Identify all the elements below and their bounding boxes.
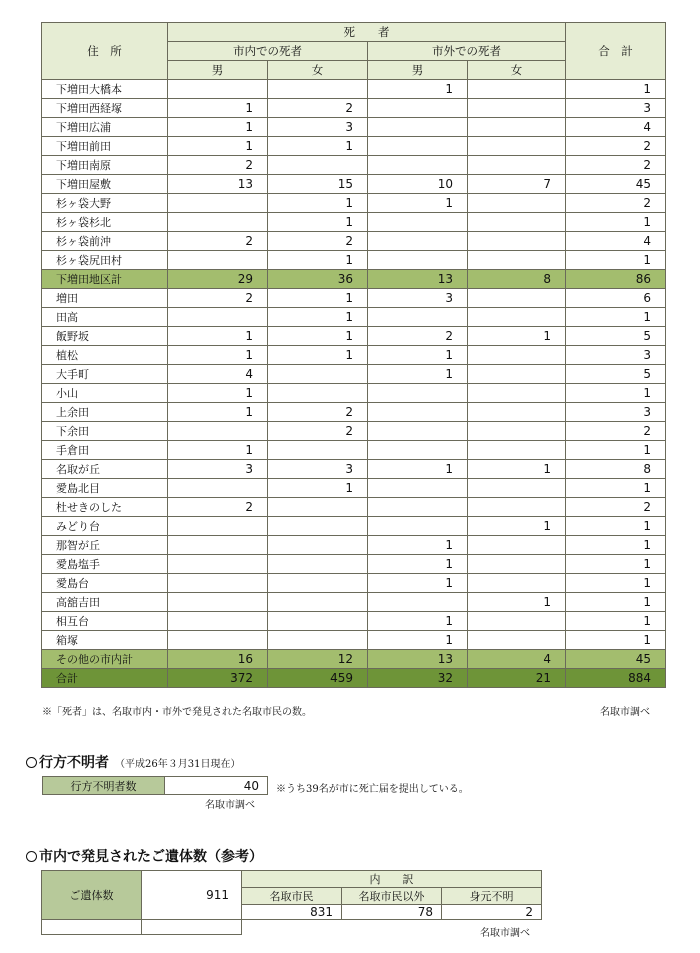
row-total: 4 bbox=[566, 232, 666, 251]
outside-male-count: 1 bbox=[368, 346, 468, 365]
circle-bullet-icon bbox=[26, 851, 37, 862]
outside-female-count: 1 bbox=[468, 517, 566, 536]
table-row bbox=[42, 631, 666, 650]
inside-male-count bbox=[168, 251, 268, 270]
inside-male-count: 3 bbox=[168, 460, 268, 479]
inside-female-count: 1 bbox=[268, 346, 368, 365]
outside-male-count bbox=[368, 479, 468, 498]
table-row bbox=[42, 498, 666, 517]
outside-male-count bbox=[368, 232, 468, 251]
row-total: 1 bbox=[566, 631, 666, 650]
outside-female-count bbox=[468, 232, 566, 251]
outside-male-count: 1 bbox=[368, 80, 468, 99]
inside-male-count: 2 bbox=[168, 156, 268, 175]
table-row bbox=[42, 118, 666, 137]
row-total: 1 bbox=[566, 479, 666, 498]
row-total: 1 bbox=[566, 574, 666, 593]
outside-female-count bbox=[468, 346, 566, 365]
table-row bbox=[42, 270, 666, 289]
row-total: 1 bbox=[566, 251, 666, 270]
col-unidentified: 身元不明 bbox=[442, 888, 542, 905]
header-inside-female: 女 bbox=[268, 61, 368, 80]
inside-male-count bbox=[168, 517, 268, 536]
inside-female-count bbox=[268, 156, 368, 175]
table-row bbox=[42, 593, 666, 612]
row-total: 45 bbox=[566, 175, 666, 194]
inside-female-count bbox=[268, 555, 368, 574]
outside-male-count: 13 bbox=[368, 650, 468, 669]
table-row bbox=[42, 460, 666, 479]
row-address: みどり台 bbox=[42, 517, 168, 536]
table-row bbox=[42, 80, 666, 99]
table-row bbox=[42, 194, 666, 213]
missing-section-title: 行方不明者 （平成26年３月31日現在） bbox=[26, 752, 240, 772]
inside-female-count: 1 bbox=[268, 213, 368, 232]
outside-male-count bbox=[368, 593, 468, 612]
inside-female-count: 2 bbox=[268, 99, 368, 118]
row-address: 愛島台 bbox=[42, 574, 168, 593]
inside-male-count bbox=[168, 612, 268, 631]
row-total: 6 bbox=[566, 289, 666, 308]
inside-female-count bbox=[268, 593, 368, 612]
row-address: 下増田地区計 bbox=[42, 270, 168, 289]
outside-male-count bbox=[368, 422, 468, 441]
table-row bbox=[42, 99, 666, 118]
inside-male-count: 372 bbox=[168, 669, 268, 688]
table-row bbox=[42, 574, 666, 593]
table-row bbox=[42, 422, 666, 441]
row-total: 884 bbox=[566, 669, 666, 688]
missing-remark: ※うち39名が市に死亡届を提出している。 bbox=[276, 784, 469, 795]
inside-female-count: 1 bbox=[268, 479, 368, 498]
row-total: 4 bbox=[566, 118, 666, 137]
row-address: 名取が丘 bbox=[42, 460, 168, 479]
inside-female-count bbox=[268, 517, 368, 536]
outside-male-count: 1 bbox=[368, 194, 468, 213]
row-total: 2 bbox=[566, 156, 666, 175]
outside-female-count bbox=[468, 479, 566, 498]
table-row bbox=[42, 555, 666, 574]
missing-table bbox=[42, 776, 268, 795]
row-address: 相互台 bbox=[42, 612, 168, 631]
outside-female-count: 7 bbox=[468, 175, 566, 194]
outside-female-count bbox=[468, 80, 566, 99]
inside-male-count: 1 bbox=[168, 118, 268, 137]
inside-female-count: 1 bbox=[268, 251, 368, 270]
table-row bbox=[42, 384, 666, 403]
missing-value: 40 bbox=[165, 777, 268, 795]
table-row bbox=[42, 536, 666, 555]
header-inside-city: 市内での死者 bbox=[168, 42, 368, 61]
outside-female-count: 8 bbox=[468, 270, 566, 289]
table-row bbox=[42, 137, 666, 156]
outside-male-count: 2 bbox=[368, 327, 468, 346]
row-address: 下余田 bbox=[42, 422, 168, 441]
table-row bbox=[42, 213, 666, 232]
inside-male-count: 2 bbox=[168, 289, 268, 308]
inside-female-count bbox=[268, 384, 368, 403]
outside-male-count: 1 bbox=[368, 460, 468, 479]
bodies-value: 911 bbox=[142, 871, 242, 920]
inside-male-count: 2 bbox=[168, 498, 268, 517]
breakdown-header: 内 訳 bbox=[242, 871, 542, 888]
header-outside-city: 市外での死者 bbox=[368, 42, 566, 61]
row-address: 杉ヶ袋杉北 bbox=[42, 213, 168, 232]
row-total: 5 bbox=[566, 365, 666, 384]
table-row bbox=[42, 441, 666, 460]
inside-female-count: 1 bbox=[268, 194, 368, 213]
outside-male-count: 1 bbox=[368, 555, 468, 574]
row-address: 上余田 bbox=[42, 403, 168, 422]
inside-male-count bbox=[168, 479, 268, 498]
outside-male-count bbox=[368, 213, 468, 232]
row-address: 手倉田 bbox=[42, 441, 168, 460]
value-unidentified: 2 bbox=[442, 905, 542, 920]
row-address: 小山 bbox=[42, 384, 168, 403]
missing-label: 行方不明者数 bbox=[43, 777, 165, 795]
inside-male-count bbox=[168, 308, 268, 327]
missing-source: 名取市調べ bbox=[205, 800, 255, 811]
outside-female-count bbox=[468, 384, 566, 403]
missing-date-note: （平成26年３月31日現在） bbox=[115, 759, 241, 770]
row-address: 大手町 bbox=[42, 365, 168, 384]
inside-male-count: 1 bbox=[168, 137, 268, 156]
row-address: 飯野坂 bbox=[42, 327, 168, 346]
inside-female-count bbox=[268, 536, 368, 555]
outside-female-count bbox=[468, 612, 566, 631]
row-address: 杉ヶ袋前沖 bbox=[42, 232, 168, 251]
row-address: 箱塚 bbox=[42, 631, 168, 650]
table-row bbox=[42, 650, 666, 669]
outside-female-count: 1 bbox=[468, 593, 566, 612]
inside-female-count: 459 bbox=[268, 669, 368, 688]
table-row bbox=[42, 479, 666, 498]
inside-female-count: 36 bbox=[268, 270, 368, 289]
row-address: その他の市内計 bbox=[42, 650, 168, 669]
inside-female-count: 15 bbox=[268, 175, 368, 194]
outside-male-count bbox=[368, 118, 468, 137]
outside-male-count bbox=[368, 156, 468, 175]
row-total: 1 bbox=[566, 517, 666, 536]
outside-male-count bbox=[368, 441, 468, 460]
row-address: 田高 bbox=[42, 308, 168, 327]
inside-female-count: 1 bbox=[268, 327, 368, 346]
death-statistics-table bbox=[41, 22, 666, 688]
outside-male-count: 1 bbox=[368, 574, 468, 593]
table-body bbox=[42, 80, 666, 688]
row-total: 8 bbox=[566, 460, 666, 479]
row-total: 1 bbox=[566, 80, 666, 99]
outside-male-count: 1 bbox=[368, 631, 468, 650]
outside-male-count: 1 bbox=[368, 612, 468, 631]
outside-female-count bbox=[468, 156, 566, 175]
inside-male-count: 1 bbox=[168, 327, 268, 346]
outside-female-count bbox=[468, 555, 566, 574]
outside-female-count: 21 bbox=[468, 669, 566, 688]
outside-female-count bbox=[468, 403, 566, 422]
row-address: 杜せきのした bbox=[42, 498, 168, 517]
inside-male-count: 29 bbox=[168, 270, 268, 289]
inside-female-count: 3 bbox=[268, 118, 368, 137]
row-address: 高舘吉田 bbox=[42, 593, 168, 612]
inside-female-count: 2 bbox=[268, 422, 368, 441]
outside-male-count: 32 bbox=[368, 669, 468, 688]
row-total: 1 bbox=[566, 441, 666, 460]
row-address: 愛島塩手 bbox=[42, 555, 168, 574]
inside-female-count: 1 bbox=[268, 308, 368, 327]
row-total: 3 bbox=[566, 346, 666, 365]
outside-female-count: 1 bbox=[468, 327, 566, 346]
inside-male-count bbox=[168, 574, 268, 593]
outside-female-count bbox=[468, 118, 566, 137]
outside-female-count bbox=[468, 365, 566, 384]
outside-female-count bbox=[468, 631, 566, 650]
outside-female-count bbox=[468, 422, 566, 441]
value-natori-citizens: 831 bbox=[242, 905, 342, 920]
row-address: 愛島北目 bbox=[42, 479, 168, 498]
table-row bbox=[42, 346, 666, 365]
outside-male-count: 10 bbox=[368, 175, 468, 194]
row-address: 下増田屋敷 bbox=[42, 175, 168, 194]
outside-female-count bbox=[468, 137, 566, 156]
inside-male-count: 4 bbox=[168, 365, 268, 384]
row-address: 合計 bbox=[42, 669, 168, 688]
bodies-label: ご遺体数 bbox=[42, 871, 142, 920]
outside-male-count bbox=[368, 517, 468, 536]
inside-female-count: 1 bbox=[268, 289, 368, 308]
bodies-table bbox=[41, 870, 542, 935]
outside-female-count bbox=[468, 536, 566, 555]
row-total: 1 bbox=[566, 308, 666, 327]
inside-male-count bbox=[168, 80, 268, 99]
row-address: 下増田西経塚 bbox=[42, 99, 168, 118]
inside-female-count: 12 bbox=[268, 650, 368, 669]
table-row bbox=[42, 669, 666, 688]
bodies-section-title: 市内で発見されたご遺体数（参考） bbox=[26, 846, 263, 866]
outside-female-count bbox=[468, 99, 566, 118]
inside-female-count bbox=[268, 631, 368, 650]
source-note: 名取市調べ bbox=[600, 707, 650, 718]
outside-female-count bbox=[468, 289, 566, 308]
table-row bbox=[42, 365, 666, 384]
header-outside-male: 男 bbox=[368, 61, 468, 80]
inside-female-count: 2 bbox=[268, 232, 368, 251]
table-row bbox=[42, 327, 666, 346]
outside-male-count: 1 bbox=[368, 536, 468, 555]
inside-male-count: 16 bbox=[168, 650, 268, 669]
inside-male-count bbox=[168, 536, 268, 555]
row-total: 5 bbox=[566, 327, 666, 346]
outside-male-count bbox=[368, 99, 468, 118]
row-address: 杉ヶ袋大野 bbox=[42, 194, 168, 213]
row-total: 2 bbox=[566, 194, 666, 213]
header-address: 住 所 bbox=[42, 23, 168, 80]
inside-male-count bbox=[168, 213, 268, 232]
inside-male-count bbox=[168, 422, 268, 441]
outside-male-count bbox=[368, 384, 468, 403]
table-row bbox=[42, 251, 666, 270]
row-address: 下増田大橋本 bbox=[42, 80, 168, 99]
row-total: 1 bbox=[566, 612, 666, 631]
outside-female-count bbox=[468, 441, 566, 460]
table-row bbox=[42, 517, 666, 536]
outside-female-count: 4 bbox=[468, 650, 566, 669]
outside-female-count bbox=[468, 308, 566, 327]
inside-male-count: 1 bbox=[168, 346, 268, 365]
row-total: 2 bbox=[566, 422, 666, 441]
inside-female-count bbox=[268, 441, 368, 460]
header-inside-male: 男 bbox=[168, 61, 268, 80]
row-total: 2 bbox=[566, 137, 666, 156]
row-address: 那智が丘 bbox=[42, 536, 168, 555]
row-address: 植松 bbox=[42, 346, 168, 365]
outside-male-count: 13 bbox=[368, 270, 468, 289]
outside-male-count bbox=[368, 308, 468, 327]
row-total: 2 bbox=[566, 498, 666, 517]
col-non-citizens: 名取市民以外 bbox=[342, 888, 442, 905]
header-deaths: 死 者 bbox=[168, 23, 566, 42]
inside-female-count bbox=[268, 80, 368, 99]
inside-male-count: 2 bbox=[168, 232, 268, 251]
outside-female-count bbox=[468, 574, 566, 593]
table-row bbox=[42, 156, 666, 175]
row-address: 下増田広浦 bbox=[42, 118, 168, 137]
inside-female-count bbox=[268, 612, 368, 631]
inside-male-count: 1 bbox=[168, 384, 268, 403]
row-total: 3 bbox=[566, 99, 666, 118]
outside-male-count bbox=[368, 403, 468, 422]
inside-male-count: 13 bbox=[168, 175, 268, 194]
row-total: 1 bbox=[566, 384, 666, 403]
outside-male-count: 3 bbox=[368, 289, 468, 308]
row-address: 下増田南原 bbox=[42, 156, 168, 175]
inside-male-count: 1 bbox=[168, 441, 268, 460]
row-total: 3 bbox=[566, 403, 666, 422]
row-address: 杉ヶ袋尻田村 bbox=[42, 251, 168, 270]
value-non-citizens: 78 bbox=[342, 905, 442, 920]
circle-bullet-icon bbox=[26, 757, 37, 768]
outside-female-count bbox=[468, 213, 566, 232]
inside-female-count bbox=[268, 574, 368, 593]
row-address: 下増田前田 bbox=[42, 137, 168, 156]
inside-male-count bbox=[168, 593, 268, 612]
inside-female-count: 2 bbox=[268, 403, 368, 422]
row-total: 1 bbox=[566, 593, 666, 612]
outside-male-count bbox=[368, 251, 468, 270]
inside-female-count bbox=[268, 498, 368, 517]
header-outside-female: 女 bbox=[468, 61, 566, 80]
row-total: 1 bbox=[566, 555, 666, 574]
table-row bbox=[42, 612, 666, 631]
row-total: 1 bbox=[566, 536, 666, 555]
outside-female-count bbox=[468, 498, 566, 517]
outside-male-count bbox=[368, 137, 468, 156]
inside-male-count bbox=[168, 555, 268, 574]
inside-male-count bbox=[168, 631, 268, 650]
table-row bbox=[42, 308, 666, 327]
outside-female-count: 1 bbox=[468, 460, 566, 479]
table-row bbox=[42, 232, 666, 251]
inside-female-count bbox=[268, 365, 368, 384]
row-address: 増田 bbox=[42, 289, 168, 308]
header-total: 合 計 bbox=[566, 23, 666, 80]
table-row bbox=[42, 403, 666, 422]
table-row bbox=[42, 175, 666, 194]
inside-male-count bbox=[168, 194, 268, 213]
outside-male-count bbox=[368, 498, 468, 517]
row-total: 45 bbox=[566, 650, 666, 669]
inside-male-count: 1 bbox=[168, 99, 268, 118]
footnote: ※「死者」は、名取市内・市外で発見された名取市民の数。 bbox=[42, 707, 312, 718]
bodies-source: 名取市調べ bbox=[480, 928, 530, 939]
outside-male-count: 1 bbox=[368, 365, 468, 384]
inside-female-count: 1 bbox=[268, 137, 368, 156]
row-total: 86 bbox=[566, 270, 666, 289]
col-natori-citizens: 名取市民 bbox=[242, 888, 342, 905]
inside-female-count: 3 bbox=[268, 460, 368, 479]
row-total: 1 bbox=[566, 213, 666, 232]
outside-female-count bbox=[468, 194, 566, 213]
inside-male-count: 1 bbox=[168, 403, 268, 422]
outside-female-count bbox=[468, 251, 566, 270]
table-row bbox=[42, 289, 666, 308]
